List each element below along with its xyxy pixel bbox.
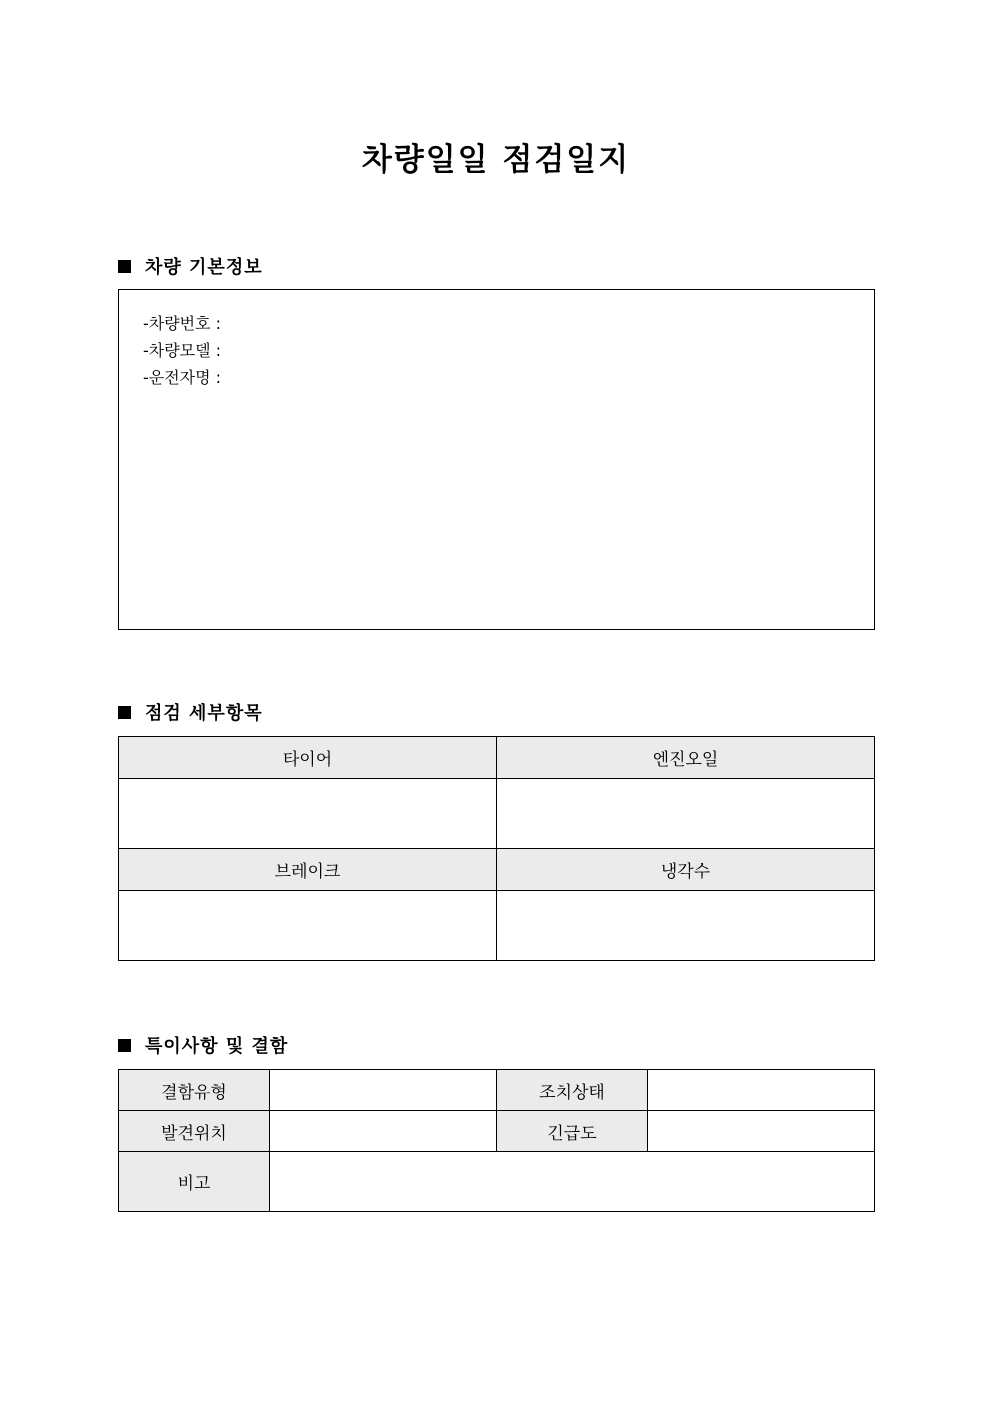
- remarks-label: 비고: [119, 1152, 270, 1212]
- document-title: 차량일일 점검일지: [361, 142, 631, 178]
- defects-table: [118, 1069, 875, 1212]
- square-bullet-icon: [118, 260, 131, 273]
- square-bullet-icon: [118, 706, 131, 719]
- remarks-field[interactable]: [270, 1152, 875, 1212]
- inspection-table: [118, 736, 875, 961]
- action-status-label: 조치상태: [497, 1070, 648, 1111]
- location-label: 발견위치: [119, 1111, 270, 1152]
- tire-header: 타이어: [119, 737, 497, 779]
- action-status-field[interactable]: [648, 1070, 875, 1111]
- urgency-field[interactable]: [648, 1111, 875, 1152]
- basic-info-box[interactable]: [118, 289, 875, 630]
- engine-oil-header: 엔진오일: [497, 737, 875, 779]
- vehicle-number-line: -차량번호 :: [143, 314, 222, 333]
- section-heading-basic-info: [118, 253, 263, 279]
- location-field[interactable]: [270, 1111, 497, 1152]
- driver-name-line: -운전자명 :: [143, 368, 222, 387]
- section-heading-label: 차량 기본정보: [145, 257, 263, 278]
- engine-oil-entry-cell[interactable]: [497, 779, 875, 849]
- defect-type-label: 결함유형: [119, 1070, 270, 1111]
- square-bullet-icon: [118, 1039, 131, 1052]
- urgency-label: 긴급도: [497, 1111, 648, 1152]
- section-heading-defects: [118, 1032, 288, 1058]
- section-heading-label: 특이사항 및 결함: [145, 1036, 289, 1057]
- tire-entry-cell[interactable]: [119, 779, 497, 849]
- section-heading-inspection: [118, 699, 263, 725]
- brake-entry-cell[interactable]: [119, 891, 497, 961]
- basic-info-lines: [143, 310, 221, 391]
- coolant-header: 냉각수: [497, 849, 875, 891]
- vehicle-model-line: -차량모델 :: [143, 341, 222, 360]
- coolant-entry-cell[interactable]: [497, 891, 875, 961]
- defect-type-field[interactable]: [270, 1070, 497, 1111]
- brake-header: 브레이크: [119, 849, 497, 891]
- section-heading-label: 점검 세부항목: [145, 703, 263, 724]
